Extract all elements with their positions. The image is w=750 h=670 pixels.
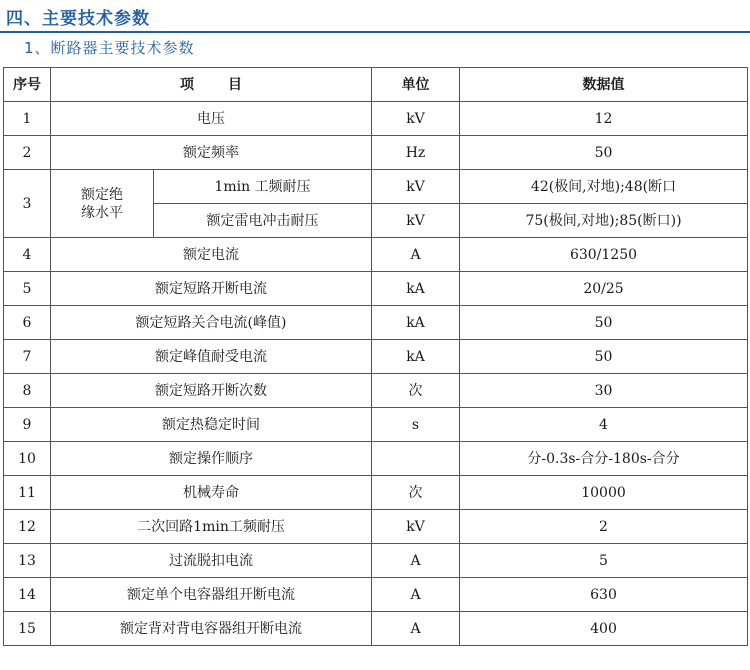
- cell-value: 分-0.3s-合分-180s-合分: [460, 442, 748, 476]
- cell-item: 额定操作顺序: [51, 442, 372, 476]
- table-row: [4, 578, 748, 612]
- cell-value: 75(极间,对地);85(断口)): [460, 204, 748, 238]
- cell-item: 额定峰值耐受电流: [51, 340, 372, 374]
- table-row: [4, 136, 748, 170]
- cell-no: 14: [4, 578, 51, 612]
- cell-item: 额定短路开断电流: [51, 272, 372, 306]
- cell-unit: Hz: [372, 136, 460, 170]
- cell-no: 9: [4, 408, 51, 442]
- cell-no: 13: [4, 544, 51, 578]
- cell-unit: A: [372, 544, 460, 578]
- cell-no: 2: [4, 136, 51, 170]
- table-row: [4, 238, 748, 272]
- cell-value: 630/1250: [460, 238, 748, 272]
- cell-value: 50: [460, 340, 748, 374]
- table-row: [4, 442, 748, 476]
- cell-unit: kV: [372, 102, 460, 136]
- cell-unit: A: [372, 612, 460, 646]
- cell-item: 额定频率: [51, 136, 372, 170]
- cell-unit: [372, 442, 460, 476]
- cell-no: 5: [4, 272, 51, 306]
- header-item: [51, 68, 372, 102]
- table-row: [4, 340, 748, 374]
- cell-no: 1: [4, 102, 51, 136]
- header-item-part-a: 项: [180, 76, 194, 93]
- cell-value: 630: [460, 578, 748, 612]
- section-divider: [0, 31, 750, 33]
- cell-value: 10000: [460, 476, 748, 510]
- cell-value: 5: [460, 544, 748, 578]
- table-row: [4, 408, 748, 442]
- sub-title: 1、断路器主要技术参数: [24, 39, 195, 57]
- table-row: [4, 306, 748, 340]
- cell-item: 额定背对背电容器组开断电流: [51, 612, 372, 646]
- cell-value: 42(极间,对地);48(断口: [460, 170, 748, 204]
- cell-unit: s: [372, 408, 460, 442]
- cell-value: 2: [460, 510, 748, 544]
- table-row: [4, 510, 748, 544]
- header-item-part-b: 目: [228, 76, 242, 93]
- cell-value: 400: [460, 612, 748, 646]
- table-row: [4, 476, 748, 510]
- cell-no: 12: [4, 510, 51, 544]
- header-row: [4, 68, 748, 102]
- cell-no: 7: [4, 340, 51, 374]
- table-row: [4, 272, 748, 306]
- cell-unit: kV: [372, 510, 460, 544]
- cell-unit: kV: [372, 170, 460, 204]
- cell-value: 50: [460, 136, 748, 170]
- cell-no: 6: [4, 306, 51, 340]
- cell-item: 二次回路1min工频耐压: [51, 510, 372, 544]
- cell-item: 电压: [51, 102, 372, 136]
- cell-unit: kA: [372, 272, 460, 306]
- cell-unit: A: [372, 238, 460, 272]
- cell-no: 8: [4, 374, 51, 408]
- table-row-insulation-1: [4, 170, 748, 204]
- cell-unit: kV: [372, 204, 460, 238]
- insulation-group-line1: 额定绝: [81, 186, 123, 203]
- cell-item: 额定单个电容器组开断电流: [51, 578, 372, 612]
- cell-no: 3: [4, 170, 51, 238]
- cell-insulation-group: [51, 170, 154, 238]
- cell-unit: 次: [372, 374, 460, 408]
- header-no: 序号: [4, 68, 51, 102]
- cell-value: 12: [460, 102, 748, 136]
- table-row: [4, 374, 748, 408]
- cell-unit: A: [372, 578, 460, 612]
- cell-item: 额定电流: [51, 238, 372, 272]
- cell-no: 11: [4, 476, 51, 510]
- table-row: [4, 612, 748, 646]
- cell-item: 额定短路开断次数: [51, 374, 372, 408]
- cell-value: 50: [460, 306, 748, 340]
- section-title: 四、主要技术参数: [6, 9, 150, 29]
- header-unit: 单位: [372, 68, 460, 102]
- cell-unit: kA: [372, 306, 460, 340]
- table-row: [4, 102, 748, 136]
- cell-unit: kA: [372, 340, 460, 374]
- insulation-group-line2: 缘水平: [81, 204, 123, 221]
- cell-value: 30: [460, 374, 748, 408]
- cell-value: 4: [460, 408, 748, 442]
- cell-item: 额定热稳定时间: [51, 408, 372, 442]
- cell-no: 10: [4, 442, 51, 476]
- parameters-table: [3, 67, 748, 646]
- table-row: [4, 544, 748, 578]
- cell-unit: 次: [372, 476, 460, 510]
- header-value: 数据值: [460, 68, 748, 102]
- cell-item: 额定雷电冲击耐压: [154, 204, 372, 238]
- cell-item: 1min 工频耐压: [154, 170, 372, 204]
- cell-no: 15: [4, 612, 51, 646]
- cell-value: 20/25: [460, 272, 748, 306]
- cell-item: 过流脱扣电流: [51, 544, 372, 578]
- cell-no: 4: [4, 238, 51, 272]
- cell-item: 机械寿命: [51, 476, 372, 510]
- cell-item: 额定短路关合电流(峰值): [51, 306, 372, 340]
